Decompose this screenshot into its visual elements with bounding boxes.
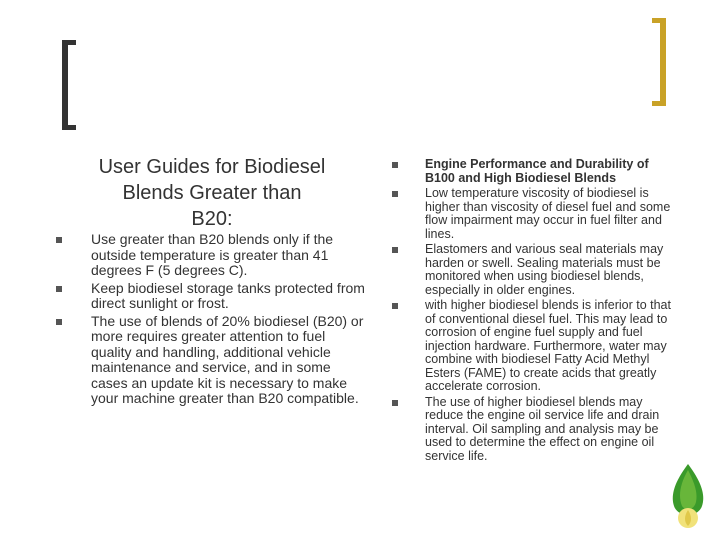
right-bullet-list — [392, 158, 674, 465]
left-bullet-1 — [56, 232, 366, 279]
bullet-square-icon — [392, 247, 398, 253]
bullet-square-icon — [392, 303, 398, 309]
right-bullet-5 — [392, 396, 674, 464]
left-bullet-1-text: Use greater than B20 blends only if the outside temperature is greater than 41 degrees F (5 degrees C). — [91, 231, 334, 278]
right-bullet-4 — [392, 299, 674, 394]
right-bullet-1 — [392, 158, 674, 185]
slide-title-line-3: B20: — [191, 208, 233, 230]
right-bullet-3-text: Elastomers and various seal materials may harden or swell. Sealing materials must be monitored when using biodiesel blends, especially in older engines. — [425, 242, 664, 297]
slide-title-line-2: Blends Greater than — [122, 182, 302, 204]
left-bullet-2-text: Keep biodiesel storage tanks protected from direct sunlight or frost. — [91, 279, 365, 311]
left-bullet-3-text: The use of blends of 20% biodiesel (B20) or more requires greater attention to fuel quality and handling, additional vehicle maintenance and service, and in some cases an update kit is necessary to make your machine greater than B20 compatible. — [91, 312, 364, 406]
right-bullet-4-text: with higher biodiesel blends is inferior to that of conventional diesel fuel. This may lead to corrosion of engine fuel supply and fuel injection hardware. Furthermore, water may combine with biodiesel Fatty Acid Methyl Esters (FAME) to create acids that greatly accelerate corrosion. — [425, 298, 671, 393]
left-bullet-list — [56, 232, 366, 409]
bullet-square-icon — [392, 191, 398, 197]
left-bullet-2 — [56, 281, 366, 312]
slide-title — [58, 154, 366, 232]
bullet-square-icon — [56, 237, 62, 243]
right-bullet-1-text: Engine Performance and Durability of B100 and High Biodiesel Blends — [425, 157, 649, 185]
right-bracket-decoration — [650, 18, 666, 106]
right-bullet-5-text: The use of higher biodiesel blends may reduce the engine oil service life and drain interval. Oil sampling and analysis may be used to determine the effect on engine oil service life. — [425, 394, 660, 463]
bullet-square-icon — [56, 286, 62, 292]
right-bullet-3 — [392, 243, 674, 297]
bullet-square-icon — [56, 319, 62, 325]
bullet-square-icon — [392, 400, 398, 406]
slide-title-line-1: User Guides for Biodiesel — [98, 156, 326, 178]
left-bracket-decoration — [62, 40, 74, 130]
left-bullet-3 — [56, 314, 366, 407]
right-bullet-2 — [392, 187, 674, 241]
bullet-square-icon — [392, 162, 398, 168]
biodiesel-leaf-drop-icon — [668, 460, 708, 530]
right-bullet-2-text: Low temperature viscosity of biodiesel is higher than viscosity of diesel fuel and some flow impairment may occur in fuel filter and lines. — [425, 186, 671, 241]
